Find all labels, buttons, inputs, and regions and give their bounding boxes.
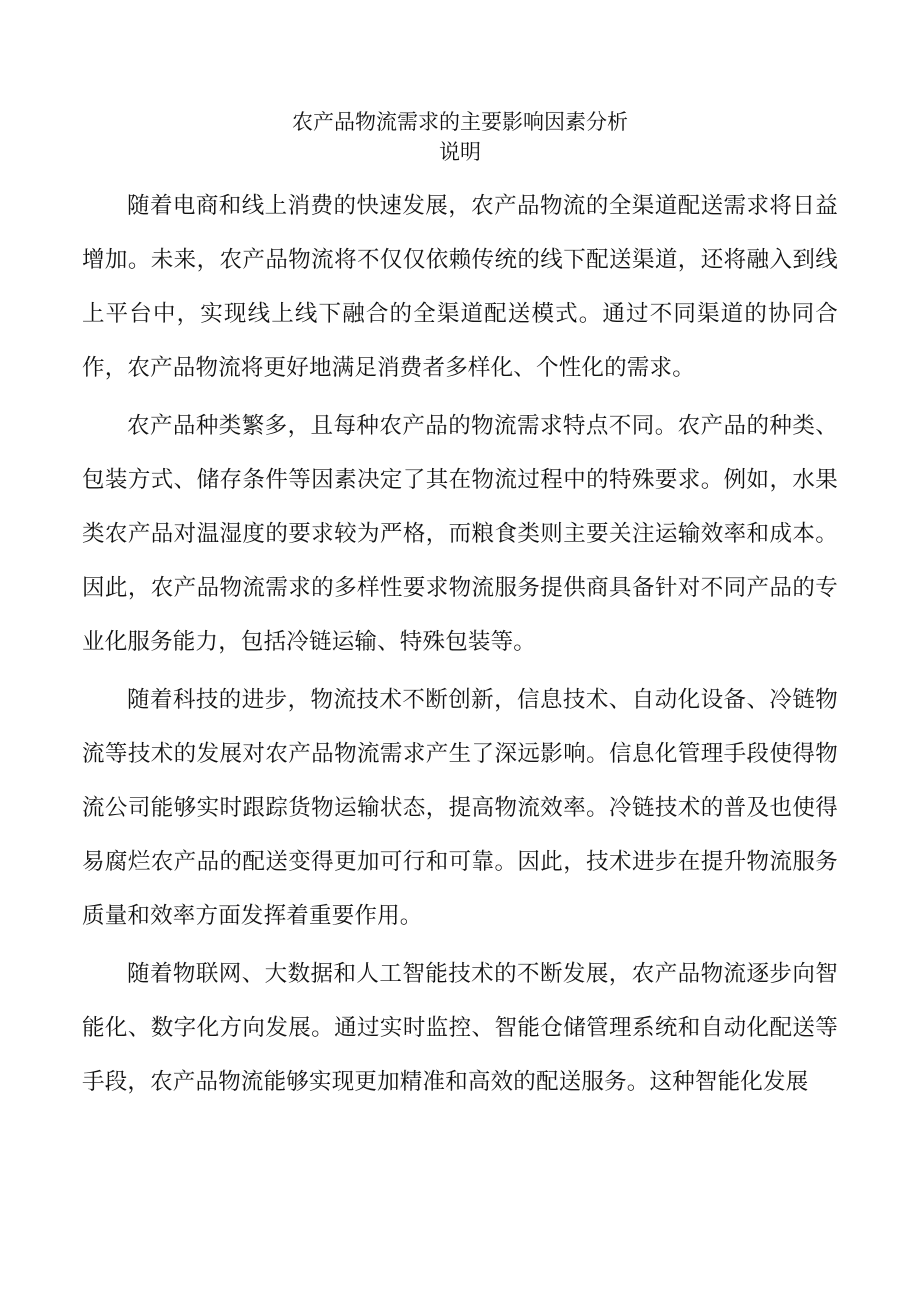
document-subtitle: 说明: [439, 140, 481, 164]
paragraph-2: 农产品种类繁多，且每种农产品的物流需求特点不同。农产品的种类、包装方式、储存条件等因素决定了其在物流过程中的特殊要求。例如，水果类农产品对温湿度的要求较为严格，而粮食类则主要关注运输效率和成本。因此，农产品物流需求的多样性要求物流服务提供商具备针对不同产品的专业化服务能力，包括冷链运输、特殊包装等。: [82, 413, 838, 655]
paragraph-4: 随着物联网、大数据和人工智能技术的不断发展，农产品物流逐步向智能化、数字化方向发展。通过实时监控、智能仓储管理系统和自动化配送等手段，农产品物流能够实现更加精准和高效的配送服务。这种智能化发展: [82, 961, 838, 1095]
document-title: 农产品物流需求的主要影响因素分析: [292, 110, 628, 134]
paragraph-1: 随着电商和线上消费的快速发展，农产品物流的全渠道配送需求将日益增加。未来，农产品物流将不仅仅依赖传统的线下配送渠道，还将融入到线上平台中，实现线上线下融合的全渠道配送模式。通过不同渠道的协同合作，农产品物流将更好地满足消费者多样化、个性化的需求。: [82, 193, 838, 381]
paragraph-3: 随着科技的进步，物流技术不断创新，信息技术、自动化设备、冷链物流等技术的发展对农产品物流需求产生了深远影响。信息化管理手段使得物流公司能够实时跟踪货物运输状态，提高物流效率。冷链技术的普及也使得易腐烂农产品的配送变得更加可行和可靠。因此，技术进步在提升物流服务质量和效率方面发挥着重要作用。: [82, 687, 838, 929]
